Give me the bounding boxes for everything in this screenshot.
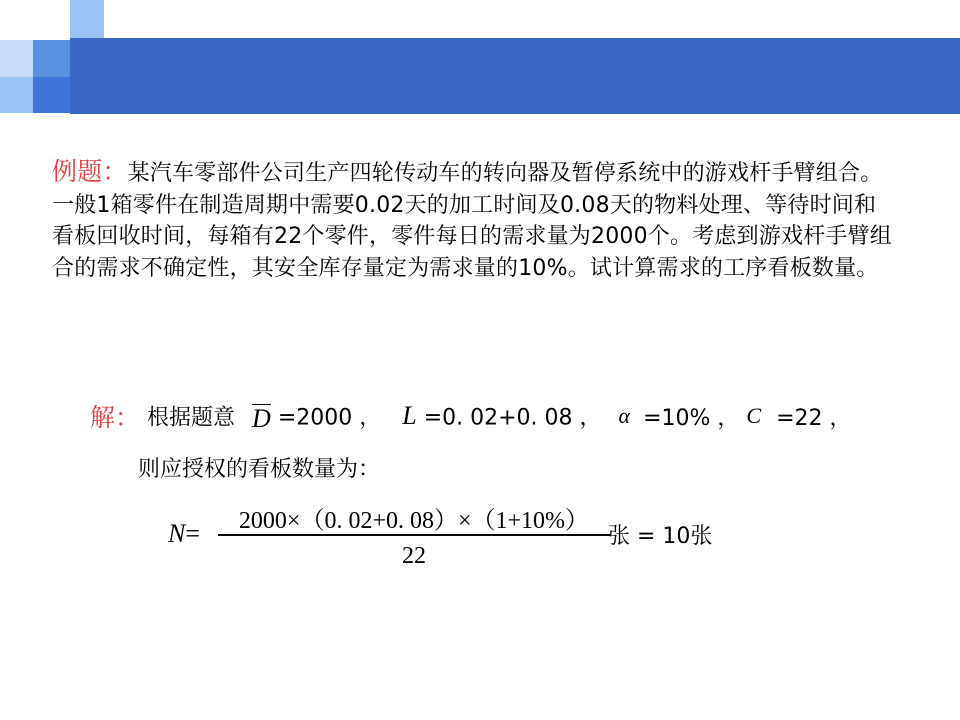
d-value: =2000 ， <box>277 405 382 431</box>
formula-var-n: N <box>168 519 186 548</box>
formula-numerator: 2000×（0. 02+0. 08）×（1+10%） <box>238 508 590 534</box>
problem-label: 例题： <box>52 157 128 186</box>
header-decor-square <box>0 40 33 77</box>
var-c: C <box>746 403 762 428</box>
l-value: =0. 02+0. 08 ， <box>423 405 602 431</box>
problem-statement <box>52 156 892 284</box>
fraction-bar <box>218 534 610 536</box>
formula-denominator: 22 <box>402 543 426 569</box>
var-l: L <box>402 401 417 430</box>
problem-text: 某汽车零部件公司生产四轮传动车的转向器及暂停系统中的游戏杆手臂组合。一般1箱零件在制造周期中需要0.02天的加工时间及0.08天的物料处理、等待时间和看板回收时间，每箱有22个零件，零件每日的需求量为2000个。考虑到游戏杆手臂组合的需求不确定性，其安全库存量定为需求量的10%。试计算需求的工序看板数量。 <box>52 161 892 281</box>
solution-label: 解： <box>90 403 141 432</box>
solution-intro: 根据题意 <box>147 405 236 431</box>
var-d-symbol: D <box>252 404 271 434</box>
solution-givens <box>90 398 852 438</box>
solution-line2: 则应授权的看板数量为： <box>138 457 381 482</box>
header-decor-square <box>70 0 104 40</box>
formula-lhs <box>168 519 200 549</box>
c-value: =22 ， <box>776 405 852 431</box>
header-decor-square <box>33 77 70 113</box>
formula-equals: = <box>185 519 201 548</box>
var-alpha: α <box>618 403 631 428</box>
formula-result: 张 = 10张 <box>608 524 713 549</box>
alpha-value: =10% ， <box>643 405 740 431</box>
var-d <box>252 401 271 434</box>
header-decor-square <box>0 77 33 113</box>
header-bar <box>70 38 960 114</box>
header-decor-square <box>33 40 70 77</box>
